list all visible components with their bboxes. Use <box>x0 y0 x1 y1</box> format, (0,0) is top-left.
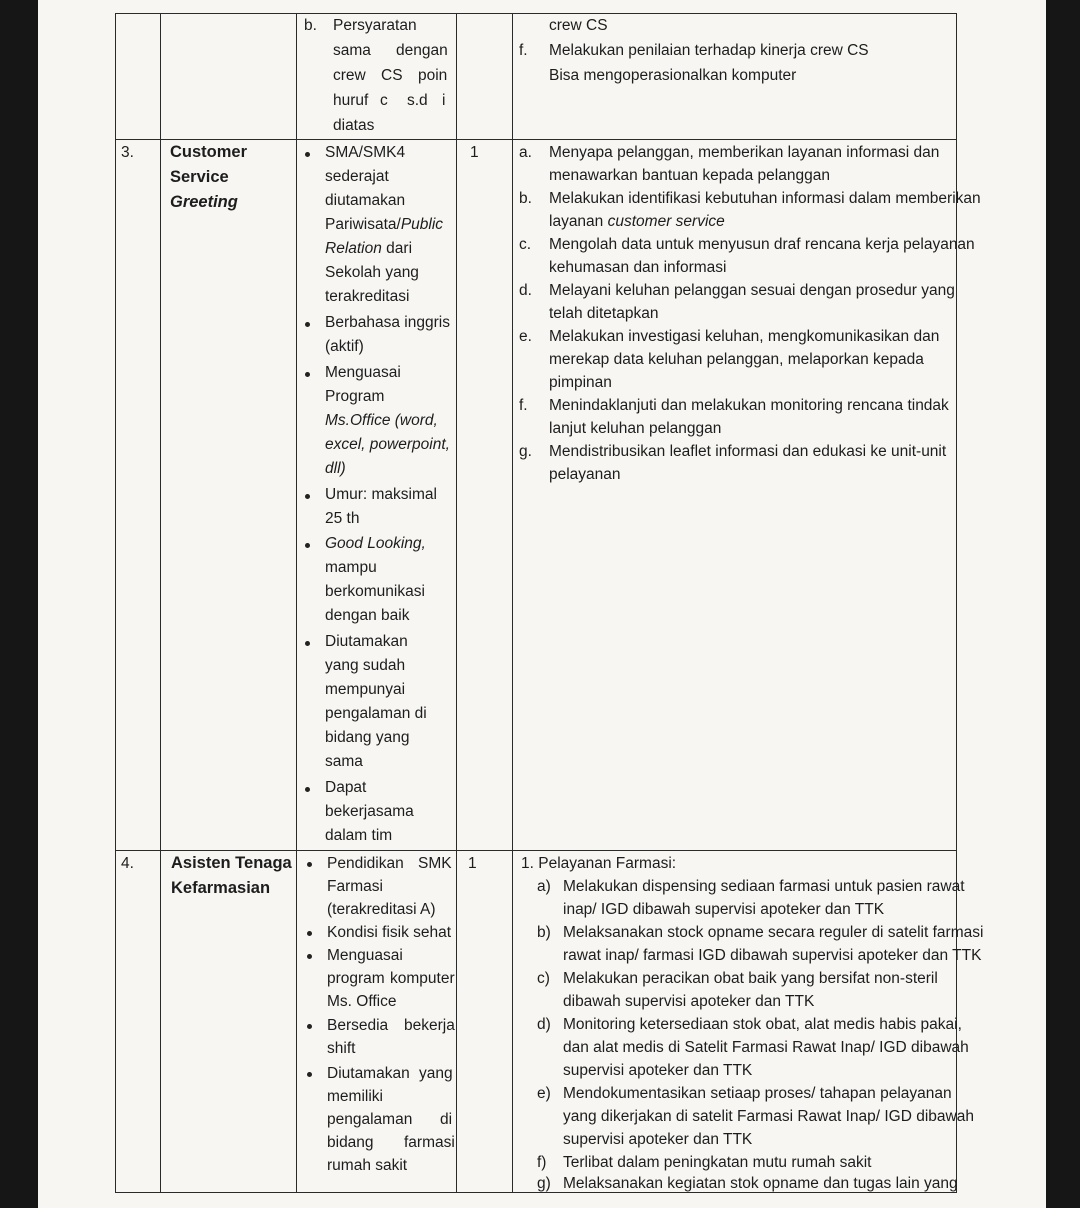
position-text: Service <box>170 168 229 186</box>
req-text: pengalaman di <box>325 705 427 722</box>
duty-text: supervisi apoteker dan TTK <box>563 1062 753 1079</box>
req-text: mempunyai <box>325 681 406 698</box>
duty-text: layanan <box>549 213 608 230</box>
req-text: crew <box>333 67 366 84</box>
col-border-qty <box>512 13 513 1193</box>
duty-text: lanjut keluhan pelanggan <box>549 420 722 437</box>
duty-marker: c. <box>519 236 532 253</box>
row-separator-3 <box>115 139 957 140</box>
req-text: sederajat <box>325 168 389 185</box>
position-text: Customer <box>170 143 248 161</box>
duty-text: Melaksanakan stock opname secara reguler di satelit farmasi <box>563 924 984 941</box>
req-text: dari <box>381 240 413 257</box>
bullet-icon <box>305 641 310 646</box>
duty-text: Mendokumentasikan setiaap proses/ tahapan pelayanan <box>563 1085 952 1102</box>
req-text <box>325 237 412 261</box>
req-text-italic: Relation <box>325 240 382 257</box>
bullet-icon <box>305 322 310 327</box>
req-text: berkomunikasi <box>325 583 425 600</box>
duty-marker: d. <box>519 282 532 299</box>
req-text: bekerja <box>404 1017 455 1034</box>
duty-marker: f) <box>537 1154 547 1171</box>
bullet-icon <box>307 931 312 936</box>
req-text: Dapat <box>325 779 367 796</box>
req-text: yang sudah <box>325 657 406 674</box>
bullet-icon <box>305 152 310 157</box>
duty-marker: b. <box>519 190 532 207</box>
req-text: Diutamakan <box>325 633 408 650</box>
col-border-position <box>296 13 297 1193</box>
req-text: pengalaman <box>327 1111 413 1128</box>
req-text: huruf <box>333 92 369 109</box>
bullet-icon <box>307 954 312 959</box>
bullet-icon <box>305 787 310 792</box>
row-number: 4. <box>121 855 134 872</box>
duty-text: Melakukan identifikasi kebutuhan informasi dalam memberikan <box>549 190 981 207</box>
req-text: c <box>380 92 388 109</box>
req-text: yang <box>419 1065 453 1082</box>
duty-marker: b) <box>537 924 551 941</box>
position-text: Kefarmasian <box>171 879 271 897</box>
bullet-icon <box>307 862 312 867</box>
req-text: SMA/SMK4 <box>325 144 406 161</box>
req-text-italic: dll) <box>325 460 346 477</box>
duty-text-italic: customer service <box>607 213 725 230</box>
req-text: (aktif) <box>325 338 364 355</box>
req-text: bekerjasama <box>325 803 414 820</box>
req-text: Persyaratan <box>333 17 417 34</box>
col-border-left <box>115 13 116 1193</box>
req-text: Program <box>325 388 385 405</box>
bullet-icon <box>307 1024 312 1029</box>
duty-text: kehumasan dan informasi <box>549 259 727 276</box>
duty-text: Mengolah data untuk menyusun draf rencana kerja pelayanan <box>549 236 975 253</box>
req-text: di <box>440 1111 453 1128</box>
duty-text: yang dikerjakan di satelit Farmasi Rawat Inap/ IGD dibawah <box>563 1108 974 1125</box>
req-text-italic: Good Looking, <box>325 535 426 552</box>
duties-heading: 1. Pelayanan Farmasi: <box>521 855 677 872</box>
req-text: (terakreditasi A) <box>327 901 436 918</box>
duty-text: Bisa mengoperasionalkan komputer <box>549 67 797 84</box>
duty-text <box>549 210 725 234</box>
req-text: s.d <box>407 92 428 109</box>
req-text: diatas <box>333 117 375 134</box>
duty-text: Melakukan dispensing sediaan farmasi untuk pasien rawat <box>563 878 965 895</box>
duty-text: Menyapa pelanggan, memberikan layanan informasi dan <box>549 144 940 161</box>
req-text: i <box>442 92 446 109</box>
req-text: Menguasai <box>325 364 401 381</box>
req-text: mampu <box>325 559 377 576</box>
duty-text: Melaksanakan kegiatan stok opname dan tugas lain yang <box>563 1175 958 1192</box>
req-text-italic: excel, powerpoint, <box>325 436 450 453</box>
req-text: Berbahasa inggris <box>325 314 450 331</box>
col-border-requirements <box>456 13 457 1193</box>
duty-marker: e) <box>537 1085 551 1102</box>
req-text: Bersedia <box>327 1017 389 1034</box>
req-text: Farmasi <box>327 878 383 895</box>
req-text: poin <box>418 67 448 84</box>
duty-marker: d) <box>537 1016 551 1033</box>
duty-text: Monitoring ketersediaan stok obat, alat medis habis pakai, <box>563 1016 962 1033</box>
duty-text: crew CS <box>549 17 608 34</box>
req-text: Umur: maksimal <box>325 486 437 503</box>
req-text: Pariwisata/ <box>325 216 401 233</box>
bullet-icon <box>305 372 310 377</box>
req-text: CS <box>381 67 403 84</box>
duty-marker: a) <box>537 878 551 895</box>
req-text: Kondisi fisik sehat <box>327 924 452 941</box>
duty-text: Melayani keluhan pelanggan sesuai dengan prosedur yang <box>549 282 955 299</box>
duty-marker: f. <box>519 397 528 414</box>
req-marker-b: b. <box>304 17 317 34</box>
duty-marker: g) <box>537 1175 551 1192</box>
duty-text: merekap data keluhan pelanggan, melaporkan kepada <box>549 351 924 368</box>
req-text: bidang <box>327 1134 374 1151</box>
req-text <box>325 213 443 237</box>
req-text: bidang yang <box>325 729 410 746</box>
duty-text: Terlibat dalam peningkatan mutu rumah sakit <box>563 1154 872 1171</box>
req-text: dalam tim <box>325 827 393 844</box>
req-text: program <box>327 970 385 987</box>
req-text: dengan baik <box>325 607 410 624</box>
duty-text: Mendistribusikan leaflet informasi dan edukasi ke unit-unit <box>549 443 947 460</box>
duty-text: Melakukan peracikan obat baik yang bersifat non-steril <box>563 970 938 987</box>
duty-marker: e. <box>519 328 532 345</box>
row-number: 3. <box>121 144 134 161</box>
position-text: Greeting <box>170 193 238 211</box>
req-text: memiliki <box>327 1088 383 1105</box>
req-text-italic: Ms.Office (word, <box>325 412 438 429</box>
duty-marker: f. <box>519 42 528 59</box>
position-text: Asisten Tenaga <box>171 854 292 872</box>
req-text: Ms. Office <box>327 993 397 1010</box>
req-text: farmasi <box>404 1134 455 1151</box>
duty-text: pelayanan <box>549 466 621 483</box>
req-text-italic: Public <box>400 216 444 233</box>
req-text: diutamakan <box>325 192 406 209</box>
bullet-icon <box>305 494 310 499</box>
duty-text: inap/ IGD dibawah supervisi apoteker dan TTK <box>563 901 885 918</box>
req-text: dengan <box>396 42 448 59</box>
req-text: shift <box>327 1040 356 1057</box>
req-text: Menguasai <box>327 947 403 964</box>
req-text: 25 th <box>325 510 360 527</box>
bullet-icon <box>305 543 310 548</box>
duty-text: Menindaklanjuti dan melakukan monitoring rencana tindak <box>549 397 949 414</box>
duty-marker: g. <box>519 443 532 460</box>
duty-text: telah ditetapkan <box>549 305 659 322</box>
duty-marker: a. <box>519 144 532 161</box>
duty-marker: c) <box>537 970 550 987</box>
req-text: SMK <box>418 855 452 872</box>
table-top-border <box>115 13 957 14</box>
duty-text: Melakukan penilaian terhadap kinerja crew CS <box>549 42 869 59</box>
duty-text: rawat inap/ farmasi IGD dibawah supervisi apoteker dan TTK <box>563 947 982 964</box>
req-text: sama <box>333 42 371 59</box>
req-text: komputer <box>390 970 455 987</box>
req-text: terakreditasi <box>325 288 410 305</box>
row-separator-4 <box>115 850 957 851</box>
duty-text: dibawah supervisi apoteker dan TTK <box>563 993 815 1010</box>
req-text: Pendidikan <box>327 855 404 872</box>
req-text: rumah sakit <box>327 1157 408 1174</box>
duty-text: supervisi apoteker dan TTK <box>563 1131 753 1148</box>
duty-text: pimpinan <box>549 374 612 391</box>
duty-text: menawarkan bantuan kepada pelanggan <box>549 167 830 184</box>
quantity: 1 <box>470 144 479 161</box>
quantity: 1 <box>468 855 477 872</box>
duty-text: Melakukan investigasi keluhan, mengkomunikasikan dan <box>549 328 940 345</box>
req-text: sama <box>325 753 363 770</box>
req-text: Sekolah yang <box>325 264 419 281</box>
duty-text: dan alat medis di Satelit Farmasi Rawat Inap/ IGD dibawah <box>563 1039 969 1056</box>
req-text: Diutamakan <box>327 1065 410 1082</box>
bullet-icon <box>307 1072 312 1077</box>
col-border-no <box>160 13 161 1193</box>
